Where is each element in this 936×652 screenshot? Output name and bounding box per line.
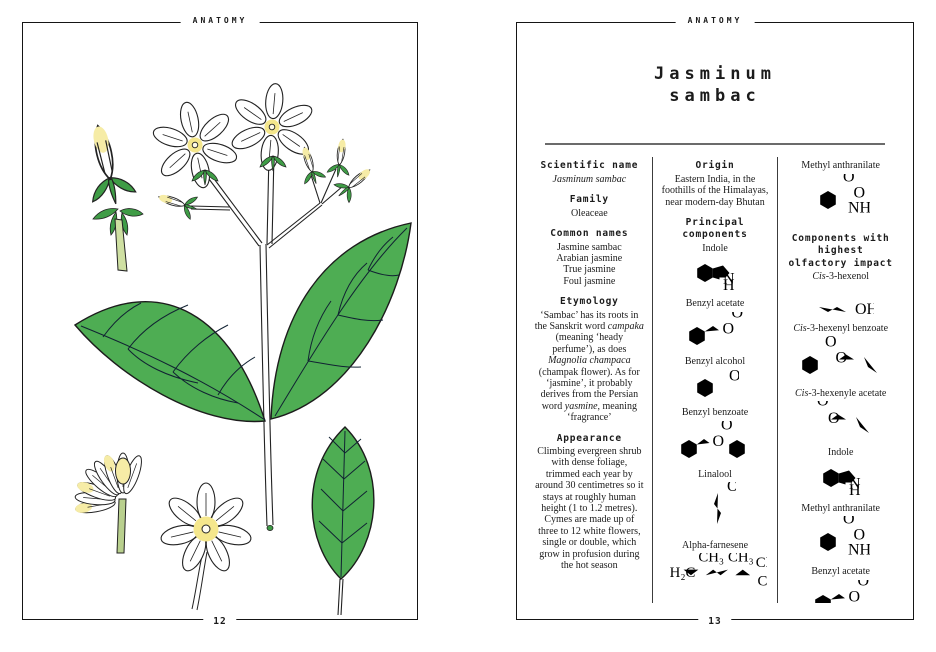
page-title — [517, 63, 913, 107]
section-heading: Etymology — [559, 296, 619, 308]
right-page-number: 13 — [698, 616, 731, 627]
common-name: True jasmine — [563, 264, 616, 276]
origin: Eastern India, in the foothills of the Himalayas, near modern-day Bhutan — [661, 173, 769, 208]
benzyl-benzoate-structure — [677, 421, 753, 463]
component-label: Cis-3-hexenyl benzoate — [793, 322, 889, 334]
section-gap — [785, 224, 896, 233]
linalool-structure — [694, 482, 736, 534]
section-heading: Common names — [550, 228, 629, 240]
component-label: Alpha-farnesene — [681, 539, 749, 551]
benzyl-acetate-structure — [684, 312, 746, 350]
cis-3-hexenyle-acetate-structure — [803, 401, 879, 441]
common-name: Arabian jasmine — [556, 252, 623, 264]
single-open-flower — [159, 483, 253, 610]
common-name: Jasmine sambac — [556, 241, 622, 253]
section-gap — [534, 219, 645, 228]
open-flower-left — [145, 94, 245, 197]
right-running-head: ANATOMY — [676, 16, 755, 25]
component-label: Cis-3-hexenol — [812, 271, 870, 283]
section-heading: Appearance — [556, 432, 622, 444]
methyl-anthranilate-structure — [812, 516, 870, 560]
alpha-farnesene-structure — [663, 553, 767, 590]
section-heading: Family — [569, 194, 609, 206]
section-heading: Scientific name — [540, 160, 639, 172]
section-gap — [660, 208, 771, 217]
title-line-1: Jasminum — [654, 64, 776, 84]
component-label: Benzyl acetate — [685, 298, 745, 310]
jasmine-botanical-illustration — [23, 23, 416, 618]
component-label: Methyl anthranilate — [801, 502, 880, 514]
methyl-anthranilate-structure — [812, 174, 870, 218]
cis-3-hexenyl-benzoate-structure — [799, 336, 883, 382]
section-heading: Principal components — [682, 216, 748, 241]
section-gap — [534, 185, 645, 194]
cis-3-hexenol-structure — [808, 285, 874, 317]
title-line-2: sambac — [669, 86, 761, 107]
component-label: Cis-3-hexenyle acetate — [795, 387, 887, 399]
double-flower — [74, 453, 145, 553]
columns — [527, 157, 903, 603]
component-label: Benzyl alcohol — [684, 355, 746, 367]
section-gap — [534, 424, 645, 433]
etymology: ‘Sambac’ has its roots in the Sanskrit word campaka (meaning ‘heady perfume’), as does Magnolia champaca (champak flower). As for ‘jasmine’, it probably derives from the Persian word yasmine, meaning ‘fragrance’ — [534, 309, 644, 424]
benzyl-alcohol-structure — [691, 369, 739, 401]
component-label: Indole — [827, 447, 854, 459]
detached-bud — [76, 121, 143, 271]
section-heading: Origin — [695, 160, 735, 172]
left-page-number: 12 — [203, 616, 236, 627]
title-rule — [545, 143, 886, 145]
component-label: Indole — [702, 242, 728, 254]
component-label: Linalool — [698, 468, 732, 480]
indole-structure — [818, 461, 864, 497]
facts-column — [527, 157, 652, 603]
component-label: Methyl anthranilate — [801, 160, 880, 172]
family: Oleaceae — [571, 207, 608, 219]
principal-components-column — [652, 157, 779, 603]
single-leaf — [312, 427, 374, 615]
large-right-leaf — [271, 223, 411, 419]
appearance: Climbing evergreen shrub with dense foliage, trimmed each year by around 30 centimetres so it stays at roughly human height (1 to 1.2 metres). Cymes are made up of three to 12 white flowers, single or double, which grow in profusion during the hot season — [535, 446, 644, 571]
component-label: Benzyl benzoate — [681, 407, 749, 419]
section-gap — [534, 287, 645, 296]
component-label: Benzyl acetate — [811, 566, 870, 578]
left-page — [22, 16, 418, 627]
right-page — [516, 16, 914, 627]
large-left-leaf — [75, 302, 265, 422]
indole-structure — [692, 256, 738, 292]
section-heading: Components with highest olfactory impact — [788, 232, 893, 269]
stem-tip — [267, 525, 273, 530]
common-name: Foul jasmine — [563, 275, 616, 287]
left-running-head: ANATOMY — [181, 16, 260, 25]
benzyl-acetate-structure — [810, 580, 872, 604]
olfactory-components-column — [778, 157, 903, 603]
scientific-name: Jasminum sambac — [552, 173, 627, 185]
